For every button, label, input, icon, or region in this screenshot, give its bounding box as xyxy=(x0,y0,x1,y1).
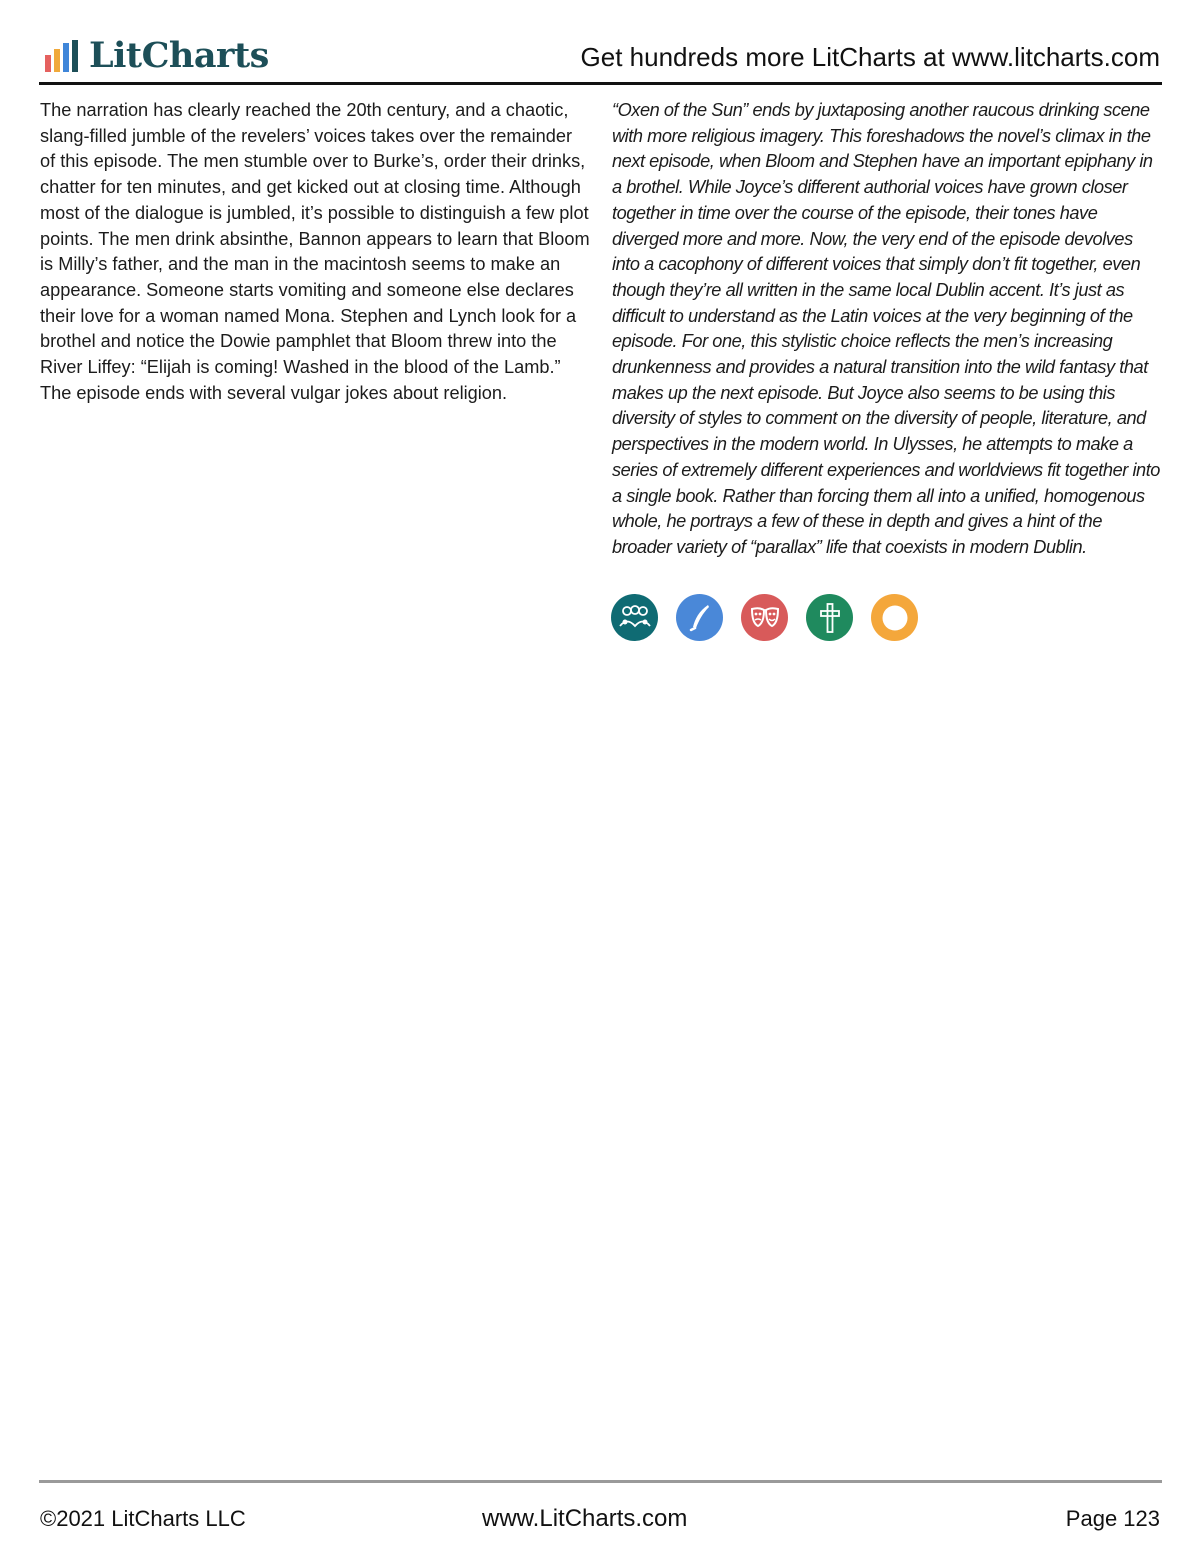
footer-site-link[interactable]: www.LitCharts.com xyxy=(482,1505,688,1532)
footer-page-number: Page 123 xyxy=(1065,1506,1160,1531)
summary-column xyxy=(40,98,592,406)
litcharts-bars-icon xyxy=(43,39,81,73)
logo-wordmark: LitCharts xyxy=(89,35,269,76)
cross-icon[interactable] xyxy=(806,594,853,641)
theater-masks-icon[interactable] xyxy=(741,594,788,641)
ring-icon[interactable] xyxy=(871,594,918,641)
litcharts-logo[interactable] xyxy=(43,36,269,76)
footer-divider xyxy=(39,1480,1162,1483)
quill-pen-icon[interactable] xyxy=(676,594,723,641)
summary-text: The narration has clearly reached the 20th century, and a chaotic, slang-filled jumble of the revelers’ voices takes over the remainder of this episode. The men stumble over to Burke’s, order their drinks, chatter for ten minutes, and get kicked out at closing time. Although most of the dialogue is jumbled, it’s possible to distinguish a few plot points. The men drink absinthe, Bannon appears to learn that Bloom is Milly’s father, and the man in the macintosh seems to make an appearance. Someone starts vomiting and someone else declares their love for a woman named Mona. Stephen and Lynch look for a brothel and notice the Dowie pamphlet that Bloom threw into the River Liffey: “Elijah is coming! Washed in the blood of the Lamb.” The episode ends with several vulgar jokes about religion. xyxy=(40,100,590,403)
analysis-column xyxy=(612,98,1164,561)
header-tagline[interactable]: Get hundreds more LitCharts at www.litcharts.com xyxy=(580,42,1160,72)
page-header xyxy=(39,34,1162,85)
people-group-icon[interactable] xyxy=(611,594,658,641)
footer-copyright: ©2021 LitCharts LLC xyxy=(40,1506,246,1531)
theme-icons xyxy=(611,594,918,641)
analysis-text: “Oxen of the Sun” ends by juxtaposing another raucous drinking scene with more religious imagery. This foreshadows the novel’s climax in the next episode, when Bloom and Stephen have an important epiphany in a brothel. While Joyce’s different authorial voices have grown closer together in time over the course of the episode, their tones have diverged more and more. Now, the very end of the episode devolves into a cacophony of different voices that simply don’t fit together, even though they’re all written in the same local Dublin accent. It’s just as difficult to understand as the Latin voices at the very beginning of the episode. For one, this stylistic choice reflects the men’s increasing drunkenness and provides a natural transition into the wild fantasy that makes up the next episode. But Joyce also seems to be using this diversity of styles to comment on the diversity of people, literature, and perspectives in the modern world. In Ulysses, he attempts to make a series of extremely different experiences and worldviews fit together into a single book. Rather than forcing them all into a unified, homogenous whole, he portrays a few of these in depth and gives a hint of the broader variety of “parallax” life that coexists in modern Dublin. xyxy=(612,100,1160,557)
